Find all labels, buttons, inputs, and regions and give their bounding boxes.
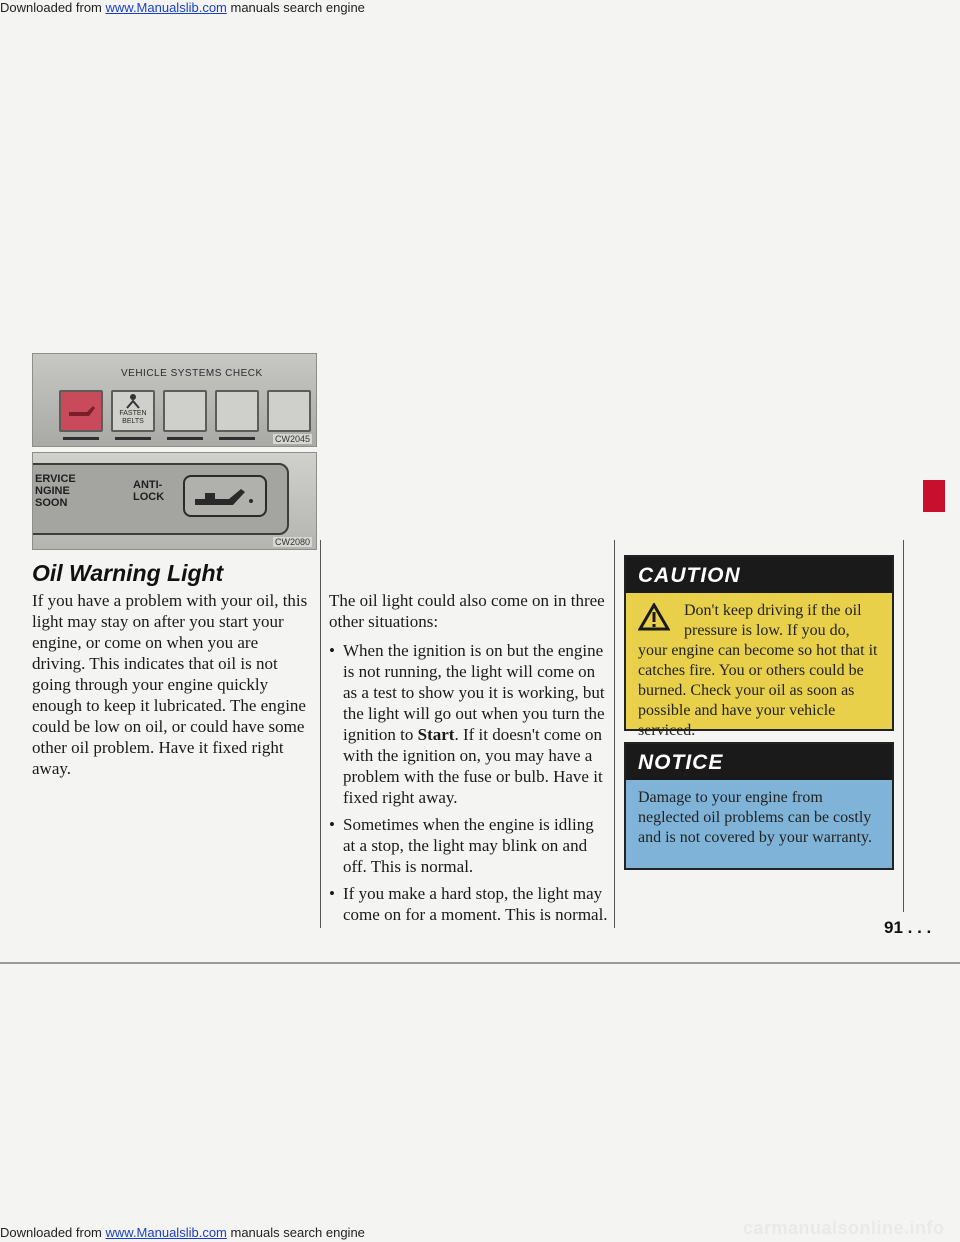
svc-line1: ERVICE <box>35 473 76 485</box>
bullet1-text-cont: . If it doesn't come on with the ignition on, you may have a problem with the fuse or bulb. Have it fixed right away. <box>343 725 603 807</box>
watermark-prefix: Downloaded from <box>0 0 106 15</box>
service-engine-soon-label <box>35 473 76 509</box>
divider <box>167 437 203 440</box>
carmanualsonline-logo: carmanualsonline.info <box>743 1218 945 1238</box>
oil-light-box <box>183 475 267 517</box>
download-watermark-bottom <box>0 1225 365 1240</box>
download-watermark-top <box>0 0 365 15</box>
blank-lamp-1 <box>163 390 207 432</box>
list-item: • Sometimes when the engine is idling at a stop, the light may blink on and off. This is normal. <box>329 814 609 877</box>
start-keyword: Start <box>417 725 455 744</box>
caution-body <box>626 593 892 741</box>
svc-line3: SOON <box>35 497 68 509</box>
manualslib-link[interactable]: www.Manualslib.com <box>105 0 227 15</box>
figure1-code: CW2045 <box>274 434 310 444</box>
cluster-oil-light-figure <box>32 452 317 550</box>
figure2-code: CW2080 <box>274 537 310 547</box>
anti-lock-label <box>133 479 164 503</box>
notice-title: NOTICE <box>626 744 892 780</box>
caution-text: your engine can become so hot that it catches fire. You or others could be burned. Check your oil as soon as possible and have your vehicle serviced. <box>638 642 878 739</box>
column-divider <box>614 540 615 928</box>
blank-lamp-3 <box>267 390 311 432</box>
column-divider <box>320 540 321 928</box>
fasten-belts-lamp <box>111 390 155 432</box>
oil-can-icon <box>61 392 101 430</box>
watermark-prefix: Downloaded from <box>0 1225 106 1240</box>
lamp-label-fasten: FASTEN <box>119 410 147 417</box>
figure1-title: VEHICLE SYSTEMS CHECK <box>121 368 263 379</box>
divider <box>63 437 99 440</box>
caution-box <box>624 555 894 739</box>
anti-line2: LOCK <box>133 491 165 503</box>
situations-column <box>329 590 609 931</box>
manualslib-link[interactable]: www.Manualslib.com <box>105 1225 227 1240</box>
caution-first-line: Don't keep driving if the oil pressure is low. If you do, <box>684 602 862 639</box>
section-tab-marker <box>923 480 945 512</box>
caution-title: CAUTION <box>626 557 892 593</box>
situations-list <box>329 640 609 925</box>
lamp-label-belts: BELTS <box>122 418 144 425</box>
warning-triangle-icon <box>638 603 670 631</box>
situations-intro: The oil light could also come on in three other situations: <box>329 591 605 631</box>
seatbelt-icon <box>113 392 153 410</box>
bullet1-text: When the ignition is on but the engine is not running, the light will come on as a test to show you it is working, but the light will go out when you turn the ignition to <box>343 641 605 744</box>
list-item <box>329 640 609 808</box>
section-heading: Oil Warning Light <box>32 560 224 586</box>
divider <box>219 437 255 440</box>
notice-box <box>624 742 894 870</box>
anti-line1: ANTI- <box>133 479 163 491</box>
notice-text: Damage to your engine from neglected oil problems can be costly and is not covered by your warranty. <box>638 789 872 846</box>
column-divider <box>903 540 904 912</box>
vehicle-systems-check-figure <box>32 353 317 447</box>
watermark-suffix: manuals search engine <box>226 0 365 15</box>
blank-lamp-2 <box>215 390 259 432</box>
svc-line2: NGINE <box>35 485 70 497</box>
page-number: 91 . . . <box>884 918 932 937</box>
watermark-suffix: manuals search engine <box>226 1225 365 1240</box>
oil-warning-intro: If you have a problem with your oil, this light may stay on after you start your engine, or come on when you are driving. This indicates that oil is not going through your engine quickly enough to keep it lubricated. The engine could be low on oil, or could have some other oil problem. Have it fixed right away. <box>32 591 308 778</box>
divider <box>115 437 151 440</box>
footer-rule <box>0 962 960 964</box>
oil-can-icon <box>185 477 265 515</box>
oil-lamp <box>59 390 103 432</box>
list-item: • If you make a hard stop, the light may come on for a moment. This is normal. <box>329 883 609 925</box>
